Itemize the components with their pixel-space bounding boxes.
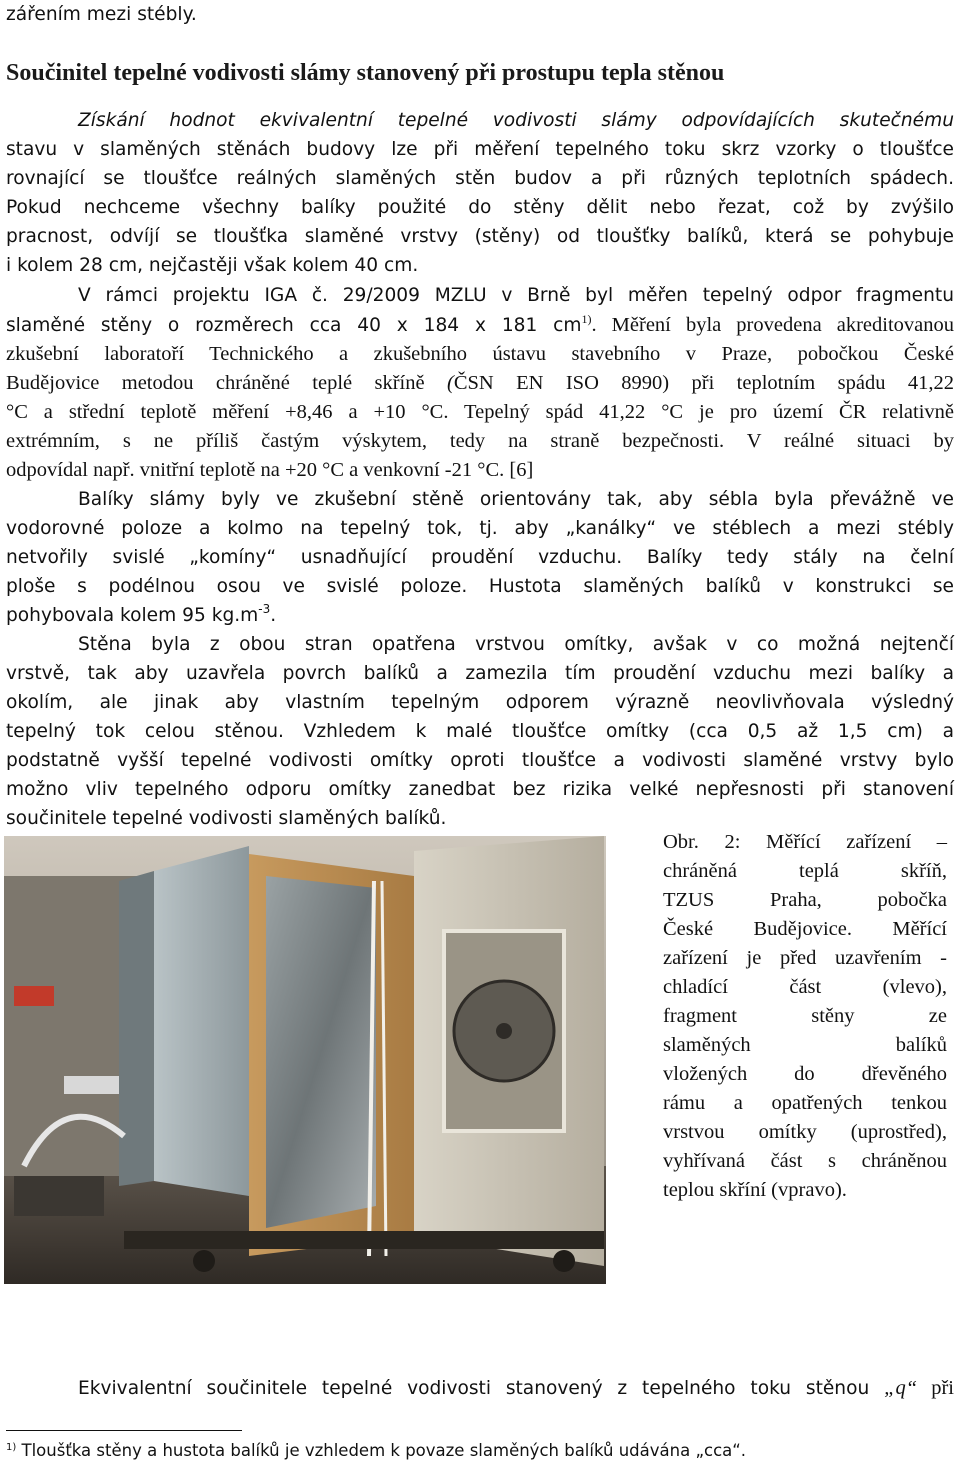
caption-line: České Budějovice. Měřící bbox=[663, 918, 947, 940]
paragraph-1-line: i kolem 28 cm, nejčastěji však kolem 40 cm. bbox=[6, 255, 419, 276]
q-symbol: „q“ bbox=[884, 1377, 918, 1399]
caption-line: vrstvou omítky (uprostřed), bbox=[663, 1121, 947, 1143]
paragraph-2-line: V rámci projektu IGA č. 29/2009 MZLU v Brně byl měřen tepelný odpor fragmentu bbox=[78, 285, 954, 306]
paragraph-4-line: tepelný tok celou stěnou. Vzhledem k malé tloušťce omítky (cca 0,5 až 1,5 cm) a bbox=[6, 721, 954, 742]
footnote bbox=[6, 1440, 746, 1462]
trolley-wheel bbox=[193, 1250, 215, 1272]
text-run: pohybovala kolem 95 kg.m bbox=[6, 605, 259, 626]
radiator-unit bbox=[14, 1176, 104, 1216]
caption-line: rámu a opatřených tenkou bbox=[663, 1092, 947, 1114]
text-run: ( bbox=[447, 372, 454, 394]
trolley-base bbox=[124, 1231, 604, 1249]
caption-line: vložených do dřevěného bbox=[663, 1063, 947, 1085]
photo-illustration bbox=[4, 836, 606, 1284]
top-fragment: zářením mezi stébly. bbox=[6, 4, 197, 25]
text-run: . bbox=[270, 605, 277, 626]
paragraph-2-line bbox=[6, 369, 954, 398]
cooling-box-left bbox=[154, 846, 249, 1196]
footnote-mark: 1) bbox=[6, 1442, 17, 1453]
paragraph-1-line: stavu v slaměných stěnách budovy lze při měření tepelného toku skrz vzorky o tloušťce bbox=[6, 139, 954, 160]
paragraph-4-line: Stěna byla z obou stran opatřena vrstvou omítky, avšak v co možná nejtenčí bbox=[78, 634, 954, 655]
caption-line: vyhřívaná část s chráněnou bbox=[663, 1150, 947, 1172]
caption-line: slaměných balíků bbox=[663, 1034, 947, 1056]
cooling-box-side bbox=[119, 871, 154, 1186]
paragraph-2-line: zkušební laboratoří Technického a zkušebního ústavu stavebního v Praze, pobočkou České bbox=[6, 343, 954, 365]
trolley-wheel bbox=[553, 1250, 575, 1272]
caption-line: TZUS Praha, pobočka bbox=[663, 889, 947, 911]
paragraph-1-line: Získání hodnot ekvivalentní tepelné vodivosti slámy odpovídajících skutečnému bbox=[78, 110, 954, 131]
text-run: ČSN EN ISO 8990) při teplotním spádu 41,22 bbox=[453, 372, 954, 394]
caption-line: chráněná teplá skříň, bbox=[663, 860, 947, 882]
paragraph-1-line: pracnost, odvíjí se tloušťka slaměné vrstvy (stěny) od tloušťky balíků, která se pohybuje bbox=[6, 226, 954, 247]
caption-line: Obr. 2: Měřící zařízení – bbox=[663, 831, 947, 853]
paragraph-3-line: netvořily svislé „komíny“ usnadňující proudění vzduchu. Balíky tedy stály na čelní bbox=[6, 547, 954, 568]
paragraph-3-line: Balíky slámy byly ve zkušební stěně orientovány tak, aby sébla byla převážně ve bbox=[78, 489, 954, 510]
paragraph-3-line: ploše s podélnou osou ve svislé poloze. Hustota slaměných balíků v konstrukci se bbox=[6, 576, 954, 597]
text-run: slaměné stěny o rozměrech cca 40 x 184 x 181 cm bbox=[6, 315, 582, 336]
paragraph-4-line: vrstvě, tak aby uzavřela povrch balíků a zamezila tím proudění vzduchu mezi balíky a bbox=[6, 663, 954, 684]
paragraph-2-line: odpovídal např. vnitřní teplotě na +20 °C a venkovní -21 °C. [6] bbox=[6, 459, 534, 481]
caption-line: fragment stěny ze bbox=[663, 1005, 947, 1027]
plastered-straw-wall bbox=[266, 876, 376, 1228]
caption-line: teplou skříní (vpravo). bbox=[663, 1179, 847, 1201]
paragraph-1-line: Pokud nechceme všechny balíky použité do stěny dělit nebo řezat, což by zvýšilo bbox=[6, 197, 954, 218]
text-run: Ekvivalentní součinitele tepelné vodivosti stanovený z tepelného toku stěnou bbox=[78, 1378, 885, 1399]
paragraph-4-line: podstatně vyšší tepelné vodivosti omítky oproti tloušťce a vodivosti slaměné vrstvy bylo bbox=[6, 750, 954, 771]
paragraph-2-line bbox=[6, 311, 954, 340]
bottom-text-line bbox=[6, 1374, 954, 1403]
paragraph-4-line: okolím, ale jinak aby vlastním tepelným odporem výrazně neovlivňovala výsledný bbox=[6, 692, 954, 713]
superscript: -3 bbox=[258, 602, 271, 616]
red-equipment bbox=[14, 986, 54, 1006]
text-run: při bbox=[917, 1377, 954, 1399]
paragraph-3-line: vodorovné poloze a kolmo na tepelný tok, tj. aby „kanálky“ ve stéblech a mezi stébly bbox=[6, 518, 954, 539]
paragraph-1-line: rovnající se tloušťce reálných slaměných stěn budov a při různých teplotních spádech. bbox=[6, 168, 954, 189]
caption-line: zařízení je před uzavřením - bbox=[663, 947, 947, 969]
paragraph-2-line: °C a střední teplotě měření +8,46 a +10 °C. Tepelný spád 41,22 °C je pro území ČR relativně bbox=[6, 401, 954, 423]
fan-hub bbox=[496, 1023, 512, 1039]
footnote-text: Tloušťka stěny a hustota balíků je vzhledem k povaze slaměných balíků udávána „cca“. bbox=[16, 1441, 747, 1460]
paragraph-2-line: extrémním, s ne příliš častým výskytem, tedy na straně bezpečnosti. V reálné situaci by bbox=[6, 430, 954, 452]
text-run: Budějovice metodou chráněné teplé skříně bbox=[6, 372, 448, 394]
paragraph-4-line: možno vliv tepelného odporu omítky zanedbat bez rizika velké nepřesnosti při stanovení bbox=[6, 779, 954, 800]
text-run: . Měření byla provedena akreditovanou bbox=[591, 314, 954, 336]
paragraph-4-line: součinitele tepelné vodivosti slaměných balíků. bbox=[6, 808, 447, 829]
cable-coil bbox=[64, 1076, 124, 1094]
footnote-ref: 1) bbox=[581, 312, 592, 326]
measurement-apparatus-photo bbox=[4, 836, 606, 1284]
section-heading: Součinitel tepelné vodivosti slámy stanovený při prostupu tepla stěnou bbox=[6, 60, 725, 86]
footnote-rule bbox=[6, 1430, 242, 1431]
caption-line: chladící část (vlevo), bbox=[663, 976, 947, 998]
paragraph-3-line bbox=[6, 601, 954, 630]
